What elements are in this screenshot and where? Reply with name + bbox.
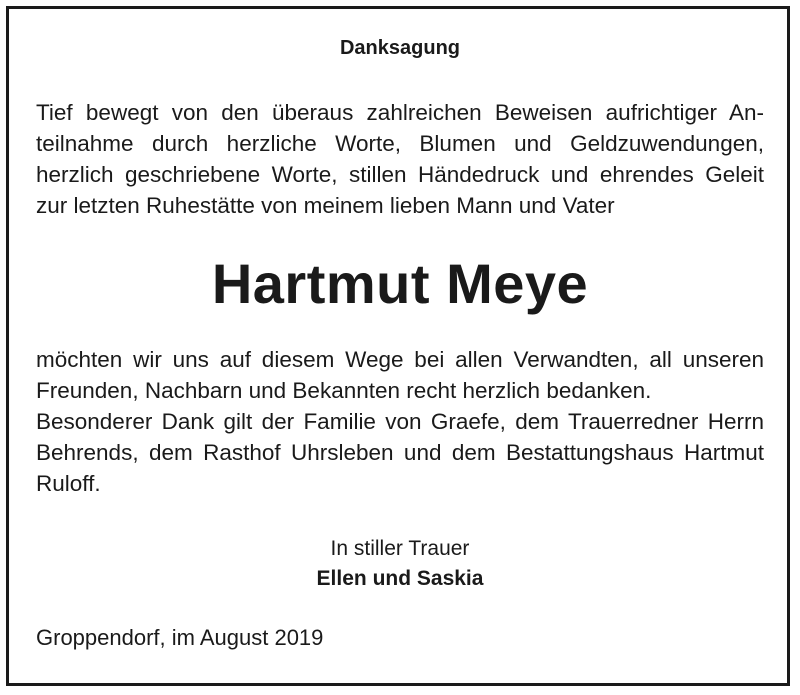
intro-line: teilnahme durch herzliche Worte, Blumen und Geldzuwendungen, [36,131,764,156]
thanks-line: möchten wir uns auf diesem Wege bei allen Verwandten, all unseren [36,347,764,372]
thanks-line: Ruloff. [36,471,101,496]
thanks-line: Besonderer Dank gilt der Familie von Graefe, dem Trauerredner Herrn [36,409,764,434]
mourners-names: Ellen und Saskia [316,567,484,590]
intro-line: Tief bewegt von den überaus zahlreichen Beweisen aufrichtiger An- [36,100,764,125]
place-and-date: Groppendorf, im August 2019 [36,625,324,650]
thanks-line: Freunden, Nachbarn und Bekannten recht herzlich bedanken. [36,378,652,403]
thanks-line: Behrends, dem Rasthof Uhrsleben und dem Bestattungshaus Hartmut [36,440,764,465]
mourning-phrase: In stiller Trauer [330,537,470,560]
thanks-paragraph [36,344,764,499]
intro-line: zur letzten Ruhestätte von meinem lieben Mann und Vater [36,193,615,218]
deceased-name: Hartmut Meye [211,252,589,315]
intro-line: herzlich geschriebene Worte, stillen Händedruck und ehrendes Geleit [36,162,764,187]
notice-heading: Danksagung [339,37,461,59]
intro-paragraph [36,97,764,221]
